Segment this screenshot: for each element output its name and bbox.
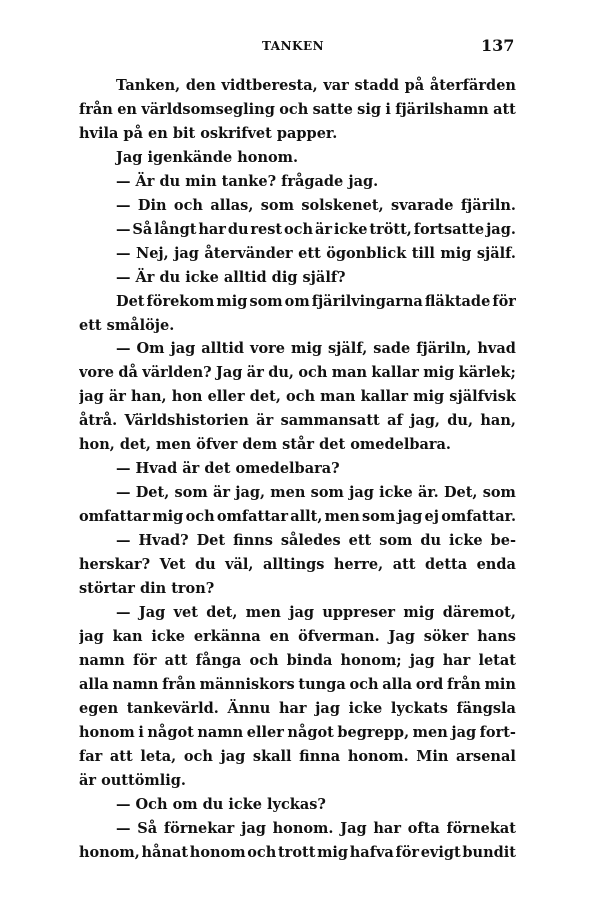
text-line: alla namn från människors tunga och alla ord från min [79, 676, 516, 693]
text-line: egen tankevärld. Ännu har jag icke lyckats fängsla [79, 700, 516, 717]
text-line: herskar? Vet du väl, alltings herre, att detta enda [79, 556, 516, 573]
text-line: — Så långt har du rest och är icke trött, fortsatte jag. [116, 221, 516, 238]
text-line: jag är han, hon eller det, och man kallar mig själfvisk [79, 388, 516, 405]
text-line: ett smålöje. [79, 317, 175, 334]
text-line: honom i något namn eller något begrepp, men jag fort- [79, 724, 516, 741]
text-line: hon, det, men öfver dem står det omedelbara. [79, 436, 451, 453]
text-line: far att leta, och jag skall finna honom. Min arsenal [79, 748, 516, 765]
text-line: Jag igenkände honom. [116, 149, 299, 166]
text-line: honom, hånat honom och trott mig hafva för evigt bundit [79, 844, 516, 861]
text-line: — Hvad? Det finns således ett som du icke be- [116, 532, 516, 549]
text-line: — Jag vet det, men jag uppreser mig däremot, [116, 604, 516, 621]
text-line: omfattar mig och omfattar allt, men som jag ej omfattar. [79, 508, 516, 525]
running-title: TANKEN [262, 39, 325, 53]
page-number: 137 [481, 36, 515, 55]
text-line: — Hvad är det omedelbara? [116, 460, 340, 477]
text-line: — Är du min tanke? frågade jag. [116, 173, 379, 190]
text-line: — Är du icke alltid dig själf? [116, 269, 346, 286]
text-line: — Så förnekar jag honom. Jag har ofta förnekat [116, 820, 516, 837]
text-line: Det förekom mig som om fjärilvingarna fläktade för [116, 293, 516, 310]
text-line: vore då världen? Jag är du, och man kallar mig kärlek; [79, 364, 516, 381]
text-line: åtrå. Världshistorien är sammansatt af jag, du, han, [79, 412, 516, 429]
text-line: Tanken, den vidtberesta, var stadd på återfärden [116, 77, 516, 94]
text-line: — Och om du icke lyckas? [116, 796, 326, 813]
text-line: hvila på en bit oskrifvet papper. [79, 125, 338, 142]
text-line: — Om jag alltid vore mig själf, sade fjäriln, hvad [116, 340, 516, 357]
text-line: — Din och allas, som solskenet, svarade fjäriln. [116, 197, 516, 214]
text-line: — Det, som är jag, men som jag icke är. Det, som [116, 484, 516, 501]
text-line: är outtömlig. [79, 772, 186, 789]
text-line: — Nej, jag återvänder ett ögonblick till mig själf. [116, 245, 516, 262]
text-line: från en världsomsegling och satte sig i fjärilshamn att [79, 101, 516, 118]
text-line: jag kan icke erkänna en öfverman. Jag söker hans [79, 628, 516, 645]
text-line: namn för att fånga och binda honom; jag har letat [79, 652, 516, 669]
text-line: störtar din tron? [79, 580, 215, 597]
